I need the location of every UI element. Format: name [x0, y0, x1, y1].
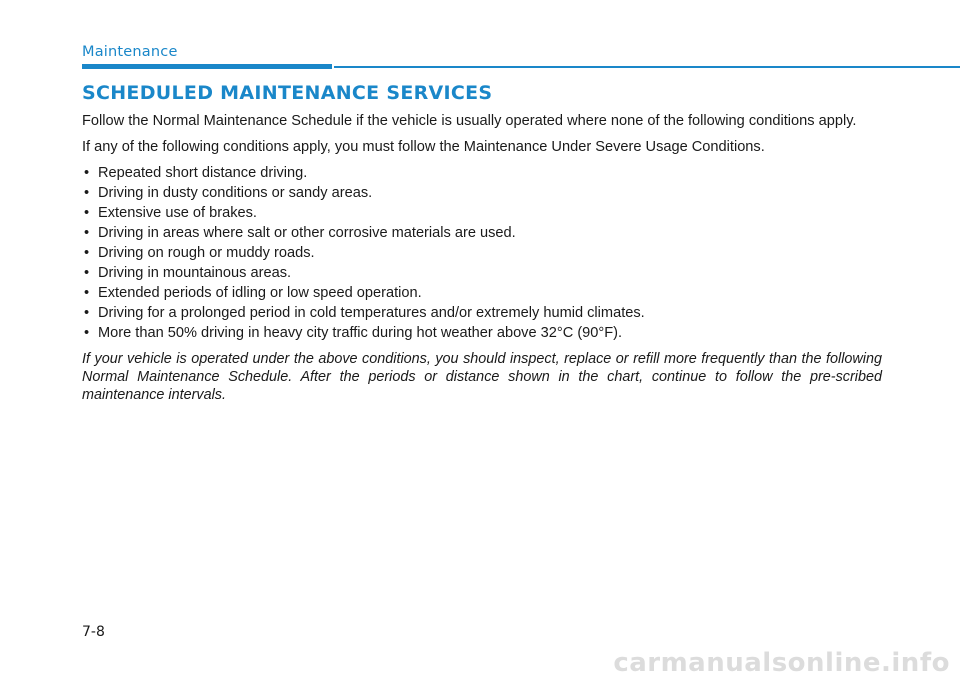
list-item: • Driving in mountainous areas.: [84, 263, 902, 283]
list-item: • More than 50% driving in heavy city traffic during hot weather above 32°C (90°F).: [84, 323, 902, 343]
watermark: carmanualsonline.info: [613, 648, 950, 678]
list-item: • Driving in areas where salt or other corrosive materials are used.: [84, 223, 902, 243]
intro-paragraph-1: Follow the Normal Maintenance Schedule if the vehicle is usually operated where none of the following conditions apply.: [82, 113, 857, 129]
page-number: 7-8: [82, 624, 105, 640]
list-item: • Driving in dusty conditions or sandy areas.: [84, 183, 902, 203]
body-text: [82, 111, 902, 343]
list-item: • Extended periods of idling or low speed operation.: [84, 283, 902, 303]
list-item: • Repeated short distance driving.: [84, 163, 902, 183]
italic-note: If your vehicle is operated under the above conditions, you should inspect, replace or refill more frequently than the following Normal Maintenance Schedule. After the periods or distance shown in the chart, continue to follow the pre-scribed maintenance intervals.: [82, 351, 882, 403]
header-rule-thick: [82, 64, 332, 69]
section-label: Maintenance: [82, 44, 178, 60]
list-item: • Extensive use of brakes.: [84, 203, 902, 223]
list-item: • Driving on rough or muddy roads.: [84, 243, 902, 263]
header-rule-thin: [334, 66, 960, 68]
list-item: • Driving for a prolonged period in cold temperatures and/or extremely humid climates.: [84, 303, 902, 323]
conditions-list: [82, 163, 902, 343]
page-title: SCHEDULED MAINTENANCE SERVICES: [82, 82, 493, 104]
intro-paragraph-2: If any of the following conditions apply, you must follow the Maintenance Under Severe Usage Conditions.: [82, 139, 765, 155]
